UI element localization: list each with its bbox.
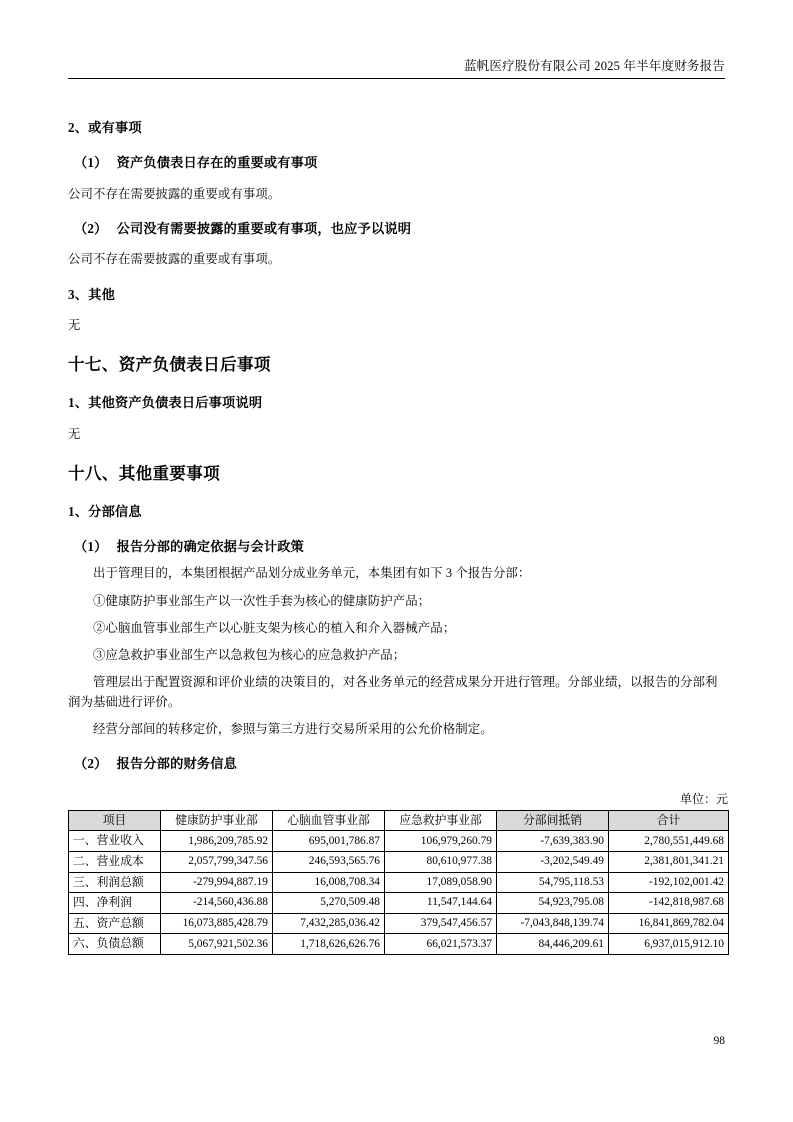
paragraph-post-balance-body: 无 (68, 427, 81, 442)
paragraph-transfer-pricing: 经营分部间的转移定价，参照与第三方进行交易所采用的公允价格制定。 (93, 722, 493, 737)
heading-text: 报告分部的确定依据与会计政策 (116, 538, 305, 554)
paragraph-contingency-sub2-body: 公司不存在需要披露的重要或有事项。 (68, 252, 281, 267)
table-cell-value-4: 2,381,801,341.21 (609, 852, 729, 873)
table-column-header-3: 应急救护事业部 (385, 810, 497, 831)
table-cell-value-1: 16,008,708.34 (273, 872, 385, 893)
table-row (69, 893, 729, 914)
table-unit-label: 单位：元 (679, 791, 728, 806)
table-cell-value-1: 5,270,509.48 (273, 893, 385, 914)
table-cell-item: 二、营业成本 (69, 852, 161, 873)
table-cell-value-0: -279,994,887.19 (161, 872, 273, 893)
table-header-row (69, 810, 729, 831)
table-row (69, 852, 729, 873)
table-cell-value-3: 54,923,795.08 (497, 893, 609, 914)
table-cell-value-1: 7,432,285,036.42 (273, 913, 385, 934)
table-cell-item: 四、净利润 (69, 893, 161, 914)
paragraph-management-basis: 管理层出于配置资源和评价业绩的决策目的，对各业务单元的经营成果分开进行管理。分部业绩，以报告的分部利润为基础进行评价。 (68, 674, 718, 709)
paragraph-segment-item-1: ①健康防护事业部生产以一次性手套为核心的健康防护产品； (93, 593, 431, 608)
table-row (69, 872, 729, 893)
heading-text: 资产负债表日存在的重要或有事项 (116, 154, 318, 170)
segment-financial-table (68, 810, 729, 955)
heading-segment-financials (68, 754, 728, 774)
heading-segment-basis (68, 537, 728, 557)
heading-segment-info: 1、分部信息 (68, 503, 142, 519)
table-cell-value-0: 16,073,885,428.79 (161, 913, 273, 934)
table-cell-value-4: 16,841,869,782.04 (609, 913, 729, 934)
table-row (69, 934, 729, 955)
heading-seq: （2） (74, 220, 108, 236)
header-rule (68, 78, 725, 79)
table-column-header-1: 健康防护事业部 (161, 810, 273, 831)
paragraph-segment-item-3: ③应急救护事业部生产以急救包为核心的应急救护产品； (93, 647, 406, 662)
page-number: 98 (713, 1035, 725, 1047)
table-cell-value-0: 2,057,799,347.56 (161, 852, 273, 873)
heading-other-major: 十八、其他重要事项 (68, 464, 221, 484)
heading-contingency: 2、或有事项 (68, 120, 142, 135)
heading-contingency-sub1 (68, 153, 728, 173)
table-cell-value-4: 2,780,551,449.68 (609, 831, 729, 852)
table-column-header-2: 心脑血管事业部 (273, 810, 385, 831)
table-cell-value-3: 84,446,209.61 (497, 934, 609, 955)
running-header: 蓝帆医疗股份有限公司 2025 年半年度财务报告 (463, 59, 725, 73)
table-cell-value-4: 6,937,015,912.10 (609, 934, 729, 955)
heading-seq: （1） (74, 154, 108, 170)
table-cell-value-0: -214,560,436.88 (161, 893, 273, 914)
table-row (69, 831, 729, 852)
page-content (68, 103, 728, 955)
paragraph-other-3-body: 无 (68, 318, 81, 333)
table-cell-value-2: 66,021,573.37 (385, 934, 497, 955)
table-cell-value-1: 1,718,626,626.76 (273, 934, 385, 955)
heading-post-balance: 十七、资产负债表日后事项 (68, 355, 271, 375)
heading-contingency-sub2 (68, 219, 728, 239)
table-cell-value-4: -142,818,987.68 (609, 893, 729, 914)
heading-seq: （2） (74, 756, 108, 772)
heading-text: 报告分部的财务信息 (116, 756, 238, 772)
table-cell-value-1: 246,593,565.76 (273, 852, 385, 873)
table-column-header-5: 合计 (609, 810, 729, 831)
table-cell-value-2: 17,089,058.90 (385, 872, 497, 893)
table-column-header-0: 项目 (69, 810, 161, 831)
heading-seq: （1） (74, 538, 108, 554)
table-body (69, 831, 729, 954)
paragraph-contingency-sub1-body: 公司不存在需要披露的重要或有事项。 (68, 186, 281, 201)
heading-text: 公司没有需要披露的重要或有事项，也应予以说明 (116, 220, 412, 236)
table-cell-item: 六、负债总额 (69, 934, 161, 955)
table-cell-item: 一、营业收入 (69, 831, 161, 852)
table-cell-value-4: -192,102,001.42 (609, 872, 729, 893)
table-cell-value-2: 106,979,260.79 (385, 831, 497, 852)
table-cell-value-3: -7,043,848,139.74 (497, 913, 609, 934)
table-cell-value-0: 5,067,921,502.36 (161, 934, 273, 955)
table-cell-value-3: -7,639,383.90 (497, 831, 609, 852)
table-cell-value-2: 11,547,144.64 (385, 893, 497, 914)
table-cell-value-3: 54,795,118.53 (497, 872, 609, 893)
paragraph-segment-intro: 出于管理目的，本集团根据产品划分成业务单元，本集团有如下 3 个报告分部： (93, 566, 531, 581)
table-cell-value-0: 1,986,209,785.92 (161, 831, 273, 852)
table-cell-value-2: 379,547,456.57 (385, 913, 497, 934)
table-column-header-4: 分部间抵销 (497, 810, 609, 831)
table-row (69, 913, 729, 934)
paragraph-segment-item-2: ②心脑血管事业部生产以心脏支架为核心的植入和介入器械产品； (93, 620, 456, 635)
table-cell-value-3: -3,202,549.49 (497, 852, 609, 873)
table-cell-item: 三、利润总额 (69, 872, 161, 893)
table-cell-value-1: 695,001,786.87 (273, 831, 385, 852)
table-cell-item: 五、资产总额 (69, 913, 161, 934)
heading-post-balance-sub: 1、其他资产负债表日后事项说明 (68, 395, 263, 411)
table-cell-value-2: 80,610,977.38 (385, 852, 497, 873)
heading-other-3: 3、其他 (68, 286, 115, 302)
